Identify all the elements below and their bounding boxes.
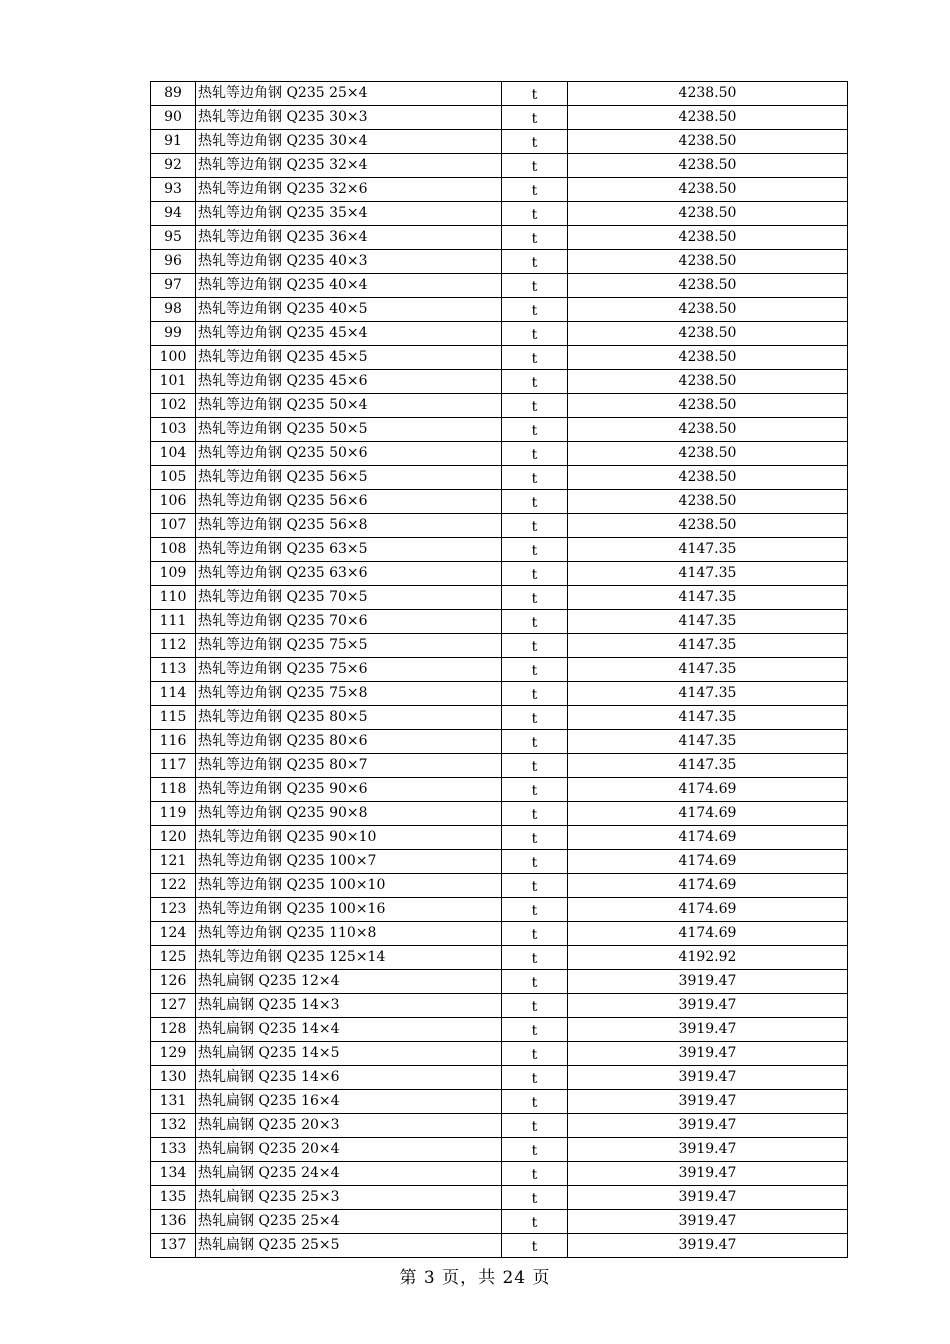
price-cell: 3919.47 — [568, 1066, 848, 1090]
row-number-cell: 106 — [151, 490, 196, 514]
table-row — [151, 610, 848, 634]
row-number-cell: 126 — [151, 970, 196, 994]
unit-cell: t — [502, 898, 568, 922]
row-number-cell: 98 — [151, 298, 196, 322]
table-row — [151, 490, 848, 514]
item-name-cell: 热轧等边角钢 Q235 50×6 — [196, 442, 502, 466]
price-cell: 3919.47 — [568, 1138, 848, 1162]
price-cell: 4147.35 — [568, 754, 848, 778]
row-number-cell: 134 — [151, 1162, 196, 1186]
unit-cell: t — [502, 994, 568, 1018]
unit-cell: t — [502, 1186, 568, 1210]
unit-cell: t — [502, 850, 568, 874]
item-name-cell: 热轧扁钢 Q235 14×3 — [196, 994, 502, 1018]
unit-cell: t — [502, 874, 568, 898]
price-cell: 4238.50 — [568, 274, 848, 298]
unit-cell: t — [502, 370, 568, 394]
table-row — [151, 1042, 848, 1066]
row-number-cell: 112 — [151, 634, 196, 658]
row-number-cell: 123 — [151, 898, 196, 922]
price-cell: 3919.47 — [568, 1210, 848, 1234]
item-name-cell: 热轧等边角钢 Q235 90×10 — [196, 826, 502, 850]
row-number-cell: 96 — [151, 250, 196, 274]
item-name-cell: 热轧等边角钢 Q235 125×14 — [196, 946, 502, 970]
price-cell: 4238.50 — [568, 154, 848, 178]
unit-cell: t — [502, 682, 568, 706]
item-name-cell: 热轧扁钢 Q235 14×4 — [196, 1018, 502, 1042]
unit-cell: t — [502, 274, 568, 298]
unit-cell: t — [502, 778, 568, 802]
table-row — [151, 898, 848, 922]
price-cell: 4174.69 — [568, 922, 848, 946]
item-name-cell: 热轧扁钢 Q235 20×4 — [196, 1138, 502, 1162]
row-number-cell: 114 — [151, 682, 196, 706]
unit-cell: t — [502, 1162, 568, 1186]
table-row — [151, 874, 848, 898]
unit-cell: t — [502, 1138, 568, 1162]
table-row — [151, 370, 848, 394]
item-name-cell: 热轧等边角钢 Q235 45×5 — [196, 346, 502, 370]
price-cell: 4238.50 — [568, 202, 848, 226]
item-name-cell: 热轧等边角钢 Q235 40×3 — [196, 250, 502, 274]
row-number-cell: 133 — [151, 1138, 196, 1162]
unit-cell: t — [502, 970, 568, 994]
table-row — [151, 826, 848, 850]
table-row — [151, 106, 848, 130]
item-name-cell: 热轧等边角钢 Q235 80×5 — [196, 706, 502, 730]
table-row — [151, 514, 848, 538]
table-row — [151, 538, 848, 562]
table-row — [151, 322, 848, 346]
table-row — [151, 1138, 848, 1162]
table-row — [151, 658, 848, 682]
unit-cell: t — [502, 130, 568, 154]
table-row — [151, 946, 848, 970]
table-row — [151, 394, 848, 418]
table-row — [151, 250, 848, 274]
unit-cell: t — [502, 250, 568, 274]
item-name-cell: 热轧等边角钢 Q235 45×4 — [196, 322, 502, 346]
price-cell: 4192.92 — [568, 946, 848, 970]
row-number-cell: 121 — [151, 850, 196, 874]
price-cell: 4147.35 — [568, 706, 848, 730]
table-row — [151, 1114, 848, 1138]
row-number-cell: 90 — [151, 106, 196, 130]
row-number-cell: 107 — [151, 514, 196, 538]
row-number-cell: 125 — [151, 946, 196, 970]
item-name-cell: 热轧等边角钢 Q235 110×8 — [196, 922, 502, 946]
table-row — [151, 130, 848, 154]
price-cell: 4238.50 — [568, 490, 848, 514]
unit-cell: t — [502, 946, 568, 970]
item-name-cell: 热轧扁钢 Q235 14×6 — [196, 1066, 502, 1090]
item-name-cell: 热轧扁钢 Q235 20×3 — [196, 1114, 502, 1138]
item-name-cell: 热轧等边角钢 Q235 70×6 — [196, 610, 502, 634]
table-row — [151, 706, 848, 730]
table-row — [151, 1186, 848, 1210]
item-name-cell: 热轧等边角钢 Q235 100×10 — [196, 874, 502, 898]
price-cell: 4174.69 — [568, 778, 848, 802]
unit-cell: t — [502, 634, 568, 658]
unit-cell: t — [502, 706, 568, 730]
price-cell: 4238.50 — [568, 106, 848, 130]
unit-cell: t — [502, 1234, 568, 1258]
item-name-cell: 热轧等边角钢 Q235 90×8 — [196, 802, 502, 826]
price-cell: 4238.50 — [568, 250, 848, 274]
row-number-cell: 110 — [151, 586, 196, 610]
page-number-footer: 第 3 页，共 24 页 — [399, 1268, 551, 1288]
price-table-body — [151, 82, 848, 1258]
table-row — [151, 1018, 848, 1042]
table-row — [151, 922, 848, 946]
table-row — [151, 562, 848, 586]
unit-cell: t — [502, 490, 568, 514]
unit-cell: t — [502, 826, 568, 850]
unit-cell: t — [502, 178, 568, 202]
table-row — [151, 754, 848, 778]
unit-cell: t — [502, 730, 568, 754]
item-name-cell: 热轧等边角钢 Q235 75×5 — [196, 634, 502, 658]
unit-cell: t — [502, 1018, 568, 1042]
price-cell: 3919.47 — [568, 1234, 848, 1258]
item-name-cell: 热轧等边角钢 Q235 100×7 — [196, 850, 502, 874]
price-cell: 4147.35 — [568, 682, 848, 706]
row-number-cell: 128 — [151, 1018, 196, 1042]
table-row — [151, 1090, 848, 1114]
table-row — [151, 994, 848, 1018]
price-cell: 4238.50 — [568, 418, 848, 442]
row-number-cell: 124 — [151, 922, 196, 946]
price-cell: 4238.50 — [568, 82, 848, 106]
price-cell: 4238.50 — [568, 226, 848, 250]
row-number-cell: 129 — [151, 1042, 196, 1066]
row-number-cell: 94 — [151, 202, 196, 226]
item-name-cell: 热轧扁钢 Q235 25×4 — [196, 1210, 502, 1234]
unit-cell: t — [502, 82, 568, 106]
unit-cell: t — [502, 538, 568, 562]
unit-cell: t — [502, 802, 568, 826]
item-name-cell: 热轧等边角钢 Q235 32×6 — [196, 178, 502, 202]
item-name-cell: 热轧扁钢 Q235 24×4 — [196, 1162, 502, 1186]
price-cell: 3919.47 — [568, 1042, 848, 1066]
price-cell: 4147.35 — [568, 730, 848, 754]
table-row — [151, 586, 848, 610]
price-cell: 3919.47 — [568, 1114, 848, 1138]
price-cell: 4238.50 — [568, 514, 848, 538]
price-cell: 4238.50 — [568, 322, 848, 346]
item-name-cell: 热轧等边角钢 Q235 50×4 — [196, 394, 502, 418]
row-number-cell: 109 — [151, 562, 196, 586]
row-number-cell: 89 — [151, 82, 196, 106]
row-number-cell: 102 — [151, 394, 196, 418]
unit-cell: t — [502, 346, 568, 370]
price-cell: 4238.50 — [568, 394, 848, 418]
table-row — [151, 274, 848, 298]
unit-cell: t — [502, 154, 568, 178]
item-name-cell: 热轧等边角钢 Q235 75×8 — [196, 682, 502, 706]
price-cell: 4238.50 — [568, 370, 848, 394]
table-row — [151, 1162, 848, 1186]
item-name-cell: 热轧等边角钢 Q235 80×7 — [196, 754, 502, 778]
row-number-cell: 93 — [151, 178, 196, 202]
item-name-cell: 热轧等边角钢 Q235 63×6 — [196, 562, 502, 586]
price-cell: 4238.50 — [568, 298, 848, 322]
item-name-cell: 热轧扁钢 Q235 12×4 — [196, 970, 502, 994]
table-row — [151, 418, 848, 442]
table-row — [151, 346, 848, 370]
row-number-cell: 99 — [151, 322, 196, 346]
table-row — [151, 970, 848, 994]
unit-cell: t — [502, 1042, 568, 1066]
item-name-cell: 热轧等边角钢 Q235 90×6 — [196, 778, 502, 802]
unit-cell: t — [502, 562, 568, 586]
table-row — [151, 154, 848, 178]
price-cell: 3919.47 — [568, 1090, 848, 1114]
item-name-cell: 热轧等边角钢 Q235 30×4 — [196, 130, 502, 154]
price-cell: 4174.69 — [568, 874, 848, 898]
table-row — [151, 466, 848, 490]
row-number-cell: 100 — [151, 346, 196, 370]
row-number-cell: 111 — [151, 610, 196, 634]
table-row — [151, 802, 848, 826]
price-cell: 3919.47 — [568, 994, 848, 1018]
row-number-cell: 101 — [151, 370, 196, 394]
price-cell: 4174.69 — [568, 898, 848, 922]
unit-cell: t — [502, 298, 568, 322]
row-number-cell: 122 — [151, 874, 196, 898]
row-number-cell: 105 — [151, 466, 196, 490]
row-number-cell: 131 — [151, 1090, 196, 1114]
row-number-cell: 91 — [151, 130, 196, 154]
table-row — [151, 1234, 848, 1258]
row-number-cell: 104 — [151, 442, 196, 466]
table-row — [151, 442, 848, 466]
row-number-cell: 137 — [151, 1234, 196, 1258]
table-row — [151, 226, 848, 250]
row-number-cell: 108 — [151, 538, 196, 562]
price-cell: 4147.35 — [568, 610, 848, 634]
table-row — [151, 298, 848, 322]
price-cell: 4147.35 — [568, 562, 848, 586]
unit-cell: t — [502, 322, 568, 346]
item-name-cell: 热轧等边角钢 Q235 63×5 — [196, 538, 502, 562]
price-cell: 4147.35 — [568, 634, 848, 658]
item-name-cell: 热轧等边角钢 Q235 56×5 — [196, 466, 502, 490]
price-cell: 4147.35 — [568, 658, 848, 682]
row-number-cell: 115 — [151, 706, 196, 730]
item-name-cell: 热轧等边角钢 Q235 50×5 — [196, 418, 502, 442]
price-cell: 4174.69 — [568, 850, 848, 874]
row-number-cell: 130 — [151, 1066, 196, 1090]
price-cell: 4238.50 — [568, 178, 848, 202]
item-name-cell: 热轧等边角钢 Q235 40×5 — [196, 298, 502, 322]
price-cell: 4147.35 — [568, 538, 848, 562]
item-name-cell: 热轧等边角钢 Q235 56×8 — [196, 514, 502, 538]
unit-cell: t — [502, 106, 568, 130]
row-number-cell: 119 — [151, 802, 196, 826]
table-row — [151, 682, 848, 706]
unit-cell: t — [502, 418, 568, 442]
item-name-cell: 热轧等边角钢 Q235 36×4 — [196, 226, 502, 250]
table-row — [151, 778, 848, 802]
unit-cell: t — [502, 394, 568, 418]
unit-cell: t — [502, 1210, 568, 1234]
row-number-cell: 136 — [151, 1210, 196, 1234]
row-number-cell: 117 — [151, 754, 196, 778]
table-row — [151, 1210, 848, 1234]
unit-cell: t — [502, 1090, 568, 1114]
table-row — [151, 1066, 848, 1090]
item-name-cell: 热轧等边角钢 Q235 30×3 — [196, 106, 502, 130]
table-row — [151, 178, 848, 202]
item-name-cell: 热轧扁钢 Q235 25×5 — [196, 1234, 502, 1258]
unit-cell: t — [502, 226, 568, 250]
price-cell: 3919.47 — [568, 970, 848, 994]
table-row — [151, 634, 848, 658]
unit-cell: t — [502, 202, 568, 226]
unit-cell: t — [502, 754, 568, 778]
item-name-cell: 热轧扁钢 Q235 25×3 — [196, 1186, 502, 1210]
price-table — [150, 81, 848, 1258]
unit-cell: t — [502, 658, 568, 682]
table-row — [151, 202, 848, 226]
price-cell: 4238.50 — [568, 346, 848, 370]
unit-cell: t — [502, 586, 568, 610]
item-name-cell: 热轧等边角钢 Q235 80×6 — [196, 730, 502, 754]
table-row — [151, 850, 848, 874]
item-name-cell: 热轧等边角钢 Q235 100×16 — [196, 898, 502, 922]
unit-cell: t — [502, 610, 568, 634]
row-number-cell: 92 — [151, 154, 196, 178]
table-row — [151, 82, 848, 106]
unit-cell: t — [502, 442, 568, 466]
price-cell: 4238.50 — [568, 466, 848, 490]
row-number-cell: 118 — [151, 778, 196, 802]
row-number-cell: 135 — [151, 1186, 196, 1210]
unit-cell: t — [502, 514, 568, 538]
item-name-cell: 热轧等边角钢 Q235 25×4 — [196, 82, 502, 106]
item-name-cell: 热轧扁钢 Q235 14×5 — [196, 1042, 502, 1066]
row-number-cell: 116 — [151, 730, 196, 754]
price-cell: 4174.69 — [568, 826, 848, 850]
item-name-cell: 热轧等边角钢 Q235 40×4 — [196, 274, 502, 298]
row-number-cell: 97 — [151, 274, 196, 298]
price-cell: 4238.50 — [568, 130, 848, 154]
unit-cell: t — [502, 1114, 568, 1138]
item-name-cell: 热轧等边角钢 Q235 56×6 — [196, 490, 502, 514]
row-number-cell: 113 — [151, 658, 196, 682]
row-number-cell: 103 — [151, 418, 196, 442]
price-cell: 3919.47 — [568, 1018, 848, 1042]
item-name-cell: 热轧等边角钢 Q235 45×6 — [196, 370, 502, 394]
row-number-cell: 127 — [151, 994, 196, 1018]
item-name-cell: 热轧扁钢 Q235 16×4 — [196, 1090, 502, 1114]
item-name-cell: 热轧等边角钢 Q235 75×6 — [196, 658, 502, 682]
unit-cell: t — [502, 466, 568, 490]
row-number-cell: 120 — [151, 826, 196, 850]
price-cell: 4147.35 — [568, 586, 848, 610]
row-number-cell: 95 — [151, 226, 196, 250]
item-name-cell: 热轧等边角钢 Q235 32×4 — [196, 154, 502, 178]
table-row — [151, 730, 848, 754]
price-cell: 4174.69 — [568, 802, 848, 826]
row-number-cell: 132 — [151, 1114, 196, 1138]
price-cell: 4238.50 — [568, 442, 848, 466]
unit-cell: t — [502, 1066, 568, 1090]
item-name-cell: 热轧等边角钢 Q235 70×5 — [196, 586, 502, 610]
price-cell: 3919.47 — [568, 1162, 848, 1186]
item-name-cell: 热轧等边角钢 Q235 35×4 — [196, 202, 502, 226]
unit-cell: t — [502, 922, 568, 946]
price-cell: 3919.47 — [568, 1186, 848, 1210]
